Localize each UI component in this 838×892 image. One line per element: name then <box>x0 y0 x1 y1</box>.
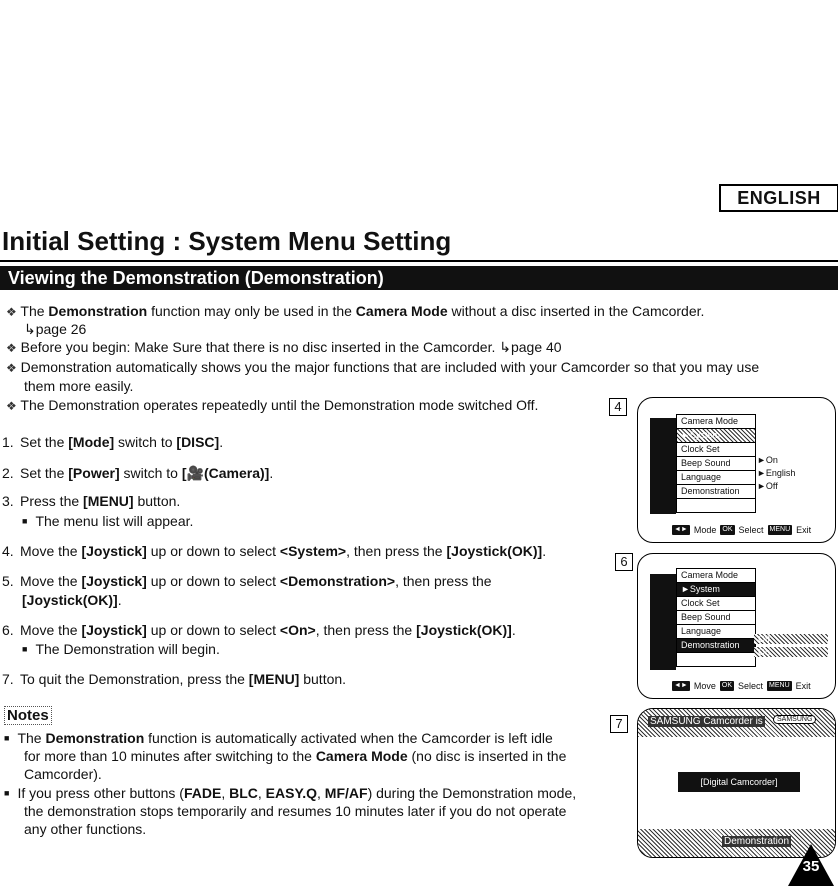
step-5-cont: [Joystick(OK)]. <box>22 592 122 608</box>
page-number: 35 <box>802 858 820 875</box>
intro-bullet-4: ❖ The Demonstration operates repeatedly until the Demonstration mode switched Off. <box>6 397 539 413</box>
option-off: Off <box>754 634 828 644</box>
diamond-bullet-icon: ❖ <box>6 341 17 355</box>
menu-item-system: ►System <box>677 583 755 597</box>
menu-item-language: Language <box>677 625 755 639</box>
figure-4-screen <box>637 397 836 543</box>
menu-item-clock: Clock Set <box>677 443 755 457</box>
menu-list <box>676 414 756 513</box>
menu-title: Camera Mode <box>677 415 755 429</box>
option-language-english: ►English <box>757 468 796 478</box>
step-3: 3. Press the [MENU] button. <box>2 493 181 509</box>
step-4: 4. Move the [Joystick] up or down to select <System>, then press the [Joystick(OK)]. <box>2 543 547 559</box>
menu-item-language: Language <box>677 471 755 485</box>
note-1: ■ The Demonstration function is automatically activated when the Camcorder is left idle <box>4 730 553 746</box>
menu-title: Camera Mode <box>677 569 755 583</box>
menu-item-demonstration: Demonstration <box>677 639 755 653</box>
menu-item-system: ►System <box>677 429 755 443</box>
note-1-line3: Camcorder). <box>24 766 102 782</box>
step-6: 6. Move the [Joystick] up or down to select <On>, then press the [Joystick(OK)]. <box>2 622 516 638</box>
figure-4-number: 4 <box>609 398 627 416</box>
intro-bullet-2: ❖ Before you begin: Make Sure that there is no disc inserted in the Camcorder. ↳page 40 <box>6 339 562 355</box>
diamond-bullet-icon: ❖ <box>6 305 17 319</box>
title-divider <box>0 260 838 262</box>
intro-page-ref-1: ↳page 26 <box>24 321 87 337</box>
diamond-bullet-icon: ❖ <box>6 399 17 413</box>
step-5: 5. Move the [Joystick] up or down to select <Demonstration>, then press the <box>2 573 492 589</box>
diamond-bullet-icon: ❖ <box>6 361 17 375</box>
menu-item-beep: Beep Sound <box>677 457 755 471</box>
menu-empty-row <box>677 653 755 666</box>
option-beep-on: ►On <box>757 455 778 465</box>
figure-6-legend: ◄► Move OK Select MENU Exit <box>674 681 811 691</box>
intro-bullet-3: ❖ Demonstration automatically shows you the major functions that are included with your Camcorder so that you may use <box>6 359 760 375</box>
notes-heading: Notes <box>4 706 52 725</box>
square-bullet-icon: ■ <box>4 733 10 743</box>
step-7: 7. To quit the Demonstration, press the [MENU] button. <box>2 671 347 687</box>
arrow-ref-icon: ↳ <box>499 339 511 355</box>
camera-icon: 🎥 <box>186 465 204 481</box>
step-1: 1. Set the [Mode] switch to [DISC]. <box>2 434 224 450</box>
menu-icon-column <box>650 418 676 514</box>
section-banner: Viewing the Demonstration (Demonstration) <box>0 266 838 290</box>
language-label: ENGLISH <box>719 184 838 212</box>
digital-camcorder-box: [Digital Camcorder] <box>678 772 800 792</box>
menu-item-clock: Clock Set <box>677 597 755 611</box>
menu-item-beep: Beep Sound <box>677 611 755 625</box>
menu-list <box>676 568 756 667</box>
option-demo-off: ►Off <box>757 481 778 491</box>
note-2: ■ If you press other buttons (FADE, BLC, EASY.Q, MF/AF) during the Demonstration mode, <box>4 785 577 801</box>
intro-bullet-3-cont: them more easily. <box>24 378 134 394</box>
figure-6-screen <box>637 553 836 699</box>
figure-6-number: 6 <box>615 553 633 571</box>
intro-bullet-1: ❖ The Demonstration function may only be used in the Camera Mode without a disc inserted in the Camcorder. <box>6 303 705 319</box>
demo-bottom-text: Demonstration <box>724 836 790 847</box>
note-1-line2: for more than 10 minutes after switching to the Camera Mode (no disc is inserted in the <box>24 748 567 764</box>
option-on: On <box>754 647 828 657</box>
square-bullet-icon: ■ <box>22 644 28 654</box>
note-2-line2: the demonstration stops temporarily and resumes 10 minutes later if you do not operate <box>24 803 567 819</box>
figure-7-number: 7 <box>610 715 628 733</box>
square-bullet-icon: ■ <box>22 516 28 526</box>
arrow-ref-icon: ↳ <box>24 321 36 337</box>
note-2-line3: any other functions. <box>24 821 147 837</box>
page-title: Initial Setting : System Menu Setting <box>2 226 452 256</box>
step-2: 2. Set the [Power] switch to [🎥(Camera)]. <box>2 465 274 481</box>
demo-top-text: SAMSUNG Camcorder is <box>650 716 763 727</box>
menu-icon-column <box>650 574 676 670</box>
menu-item-demonstration: Demonstration <box>677 485 755 499</box>
menu-empty-row <box>677 499 755 512</box>
step-6-sub: ■ The Demonstration will begin. <box>22 641 220 657</box>
step-3-sub: ■ The menu list will appear. <box>22 513 194 529</box>
samsung-logo: SAMSUNG <box>773 715 816 724</box>
square-bullet-icon: ■ <box>4 788 10 798</box>
figure-4-legend: ◄► Mode OK Select MENU Exit <box>674 525 812 535</box>
figure-7-screen <box>637 708 836 858</box>
